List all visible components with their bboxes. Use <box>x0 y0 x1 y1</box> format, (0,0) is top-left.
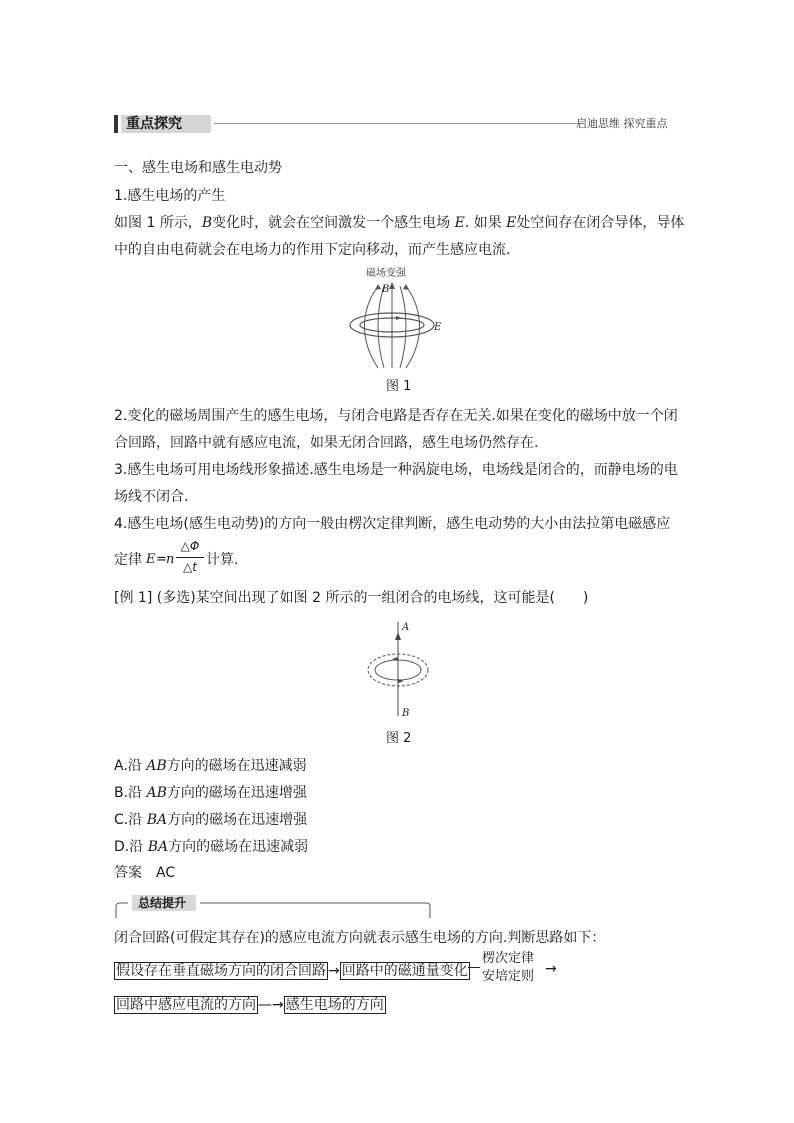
var-E: E <box>506 215 517 231</box>
formula-denominator: △t <box>183 560 197 574</box>
figure-2-caption: 图 2 <box>386 731 412 746</box>
formula-numerator: △Φ <box>180 539 200 553</box>
option-text: 方向的磁场在迅速减弱 <box>168 839 309 855</box>
figure-1-label-B: B <box>382 284 390 295</box>
arrow-up-icon <box>389 282 395 289</box>
flow-row-2 <box>114 996 386 1014</box>
header-rule <box>214 123 584 124</box>
flow-rule-lenz: 楞次定律 <box>482 951 535 966</box>
arrow-up-icon <box>403 284 409 290</box>
arrow-up-icon <box>395 632 401 640</box>
field-line-right-outer <box>406 286 420 368</box>
flow-rule-stack <box>468 951 538 987</box>
option-var: AB <box>146 758 167 774</box>
header-subtitle: 启迪思维 探究重点 <box>576 117 668 130</box>
field-line-left-inner <box>378 286 384 368</box>
var-E: E <box>454 215 465 231</box>
example-tag: [例 1] <box>114 590 153 606</box>
option-b[interactable] <box>114 783 307 803</box>
flow-row-1 <box>114 962 470 980</box>
paragraph-2-line-2: 合回路，回路中就有感应电流，如果无闭合回路，感生电场仍然存在. <box>114 435 539 451</box>
answer-label: 答案 <box>114 865 142 881</box>
option-a[interactable] <box>114 756 307 776</box>
flow-box-flux-change: 回路中的磁通量变化 <box>341 963 468 979</box>
example-text: (多选)某空间出现了如图 2 所示的一组闭合的电场线，这可能是( ) <box>152 590 589 606</box>
arrow-right-icon: → <box>545 961 557 977</box>
arrow-right-icon: → <box>328 963 340 979</box>
option-prefix: D.沿 <box>114 839 148 855</box>
formula-n: n <box>166 552 175 567</box>
example-1-question <box>114 588 588 608</box>
paragraph-1-line-1 <box>114 213 684 233</box>
formula-equals: = <box>156 552 167 567</box>
option-text: 方向的磁场在迅速增强 <box>166 785 307 801</box>
fraction-bar <box>176 557 204 558</box>
formula-line <box>114 538 414 578</box>
paragraph-3-line-2: 场线不闭合. <box>114 489 189 505</box>
summary-title: 总结提升 <box>138 896 187 910</box>
option-prefix: B.沿 <box>114 785 147 801</box>
option-prefix: C.沿 <box>114 812 147 828</box>
option-text: 方向的磁场在迅速减弱 <box>166 758 307 774</box>
figure-1-label-top: 磁场变强 <box>366 268 406 279</box>
option-var: AB <box>146 785 167 801</box>
field-line-left-outer <box>365 286 379 368</box>
summary-intro: 闭合回路(可假定其存在)的感应电流方向就表示感生电场的方向.判断思路如下： <box>114 930 606 946</box>
figure-2-label-B: B <box>402 708 410 719</box>
paragraph-2-line-1: 2.变化的磁场周围产生的感生电场，与闭合电路是否存在无关.如果在变化的磁场中放一个闭 <box>114 408 678 424</box>
section-title: 重点探究 <box>126 116 182 132</box>
text-run: 处空间存在闭合导体，导体 <box>516 215 685 231</box>
figure-2-label-A: A <box>402 622 410 633</box>
option-var: BA <box>146 812 168 828</box>
answer-value: AC <box>156 865 176 881</box>
paragraph-1-line-2: 中的自由电荷就会在电场力的作用下定向移动，而产生感应电流. <box>114 242 511 258</box>
header-bar <box>114 115 118 133</box>
arrow-up-icon <box>375 284 381 290</box>
option-text: 方向的磁场在迅速增强 <box>167 812 308 828</box>
paragraph-1-title: 1.感生电场的产生 <box>114 188 226 204</box>
text-run: 如图 1 所示， <box>114 215 202 231</box>
flow-connector <box>468 967 480 968</box>
arrow-right-icon <box>396 316 402 320</box>
option-var: BA <box>147 839 169 855</box>
text-run: 变化时，就会在空间激发一个感生电场 <box>212 215 455 231</box>
option-d[interactable] <box>114 837 308 857</box>
formula-lhs: E <box>146 552 156 567</box>
figure-1-label-E: E <box>434 322 442 333</box>
flow-rule-ampere: 安培定则 <box>482 969 535 984</box>
paragraph-3-line-1: 3.感生电场可用电场线形象描述.感生电场是一种涡旋电场，电场线是闭合的，而静电场的电 <box>114 462 678 478</box>
section-heading: 一、感生电场和感生电动势 <box>114 160 282 176</box>
flow-box-closed-loop: 假设存在垂直磁场方向的闭合回路 <box>116 963 326 979</box>
figure-1-diagram <box>338 266 448 376</box>
formula-prefix: 定律 <box>114 552 142 568</box>
figure-2-diagram <box>358 618 440 722</box>
text-run: . 如果 <box>464 215 507 231</box>
section-header <box>114 113 674 135</box>
option-prefix: A.沿 <box>114 758 147 774</box>
field-line-right-inner <box>400 286 406 368</box>
flow-box-field-direction: 感生电场的方向 <box>285 997 384 1013</box>
figure-1-caption: 图 1 <box>386 379 412 394</box>
flow-box-induced-current: 回路中感应电流的方向 <box>116 997 256 1013</box>
var-B: B <box>201 215 213 231</box>
formula-suffix: 计算. <box>206 552 239 568</box>
paragraph-4-line-1: 4.感生电场(感生电动势)的方向一般由楞次定律判断，感生电动势的大小由法拉第电磁感应 <box>114 516 671 532</box>
option-c[interactable] <box>114 810 307 830</box>
arrow-right-icon: —→ <box>258 997 284 1013</box>
answer-line <box>114 863 175 883</box>
